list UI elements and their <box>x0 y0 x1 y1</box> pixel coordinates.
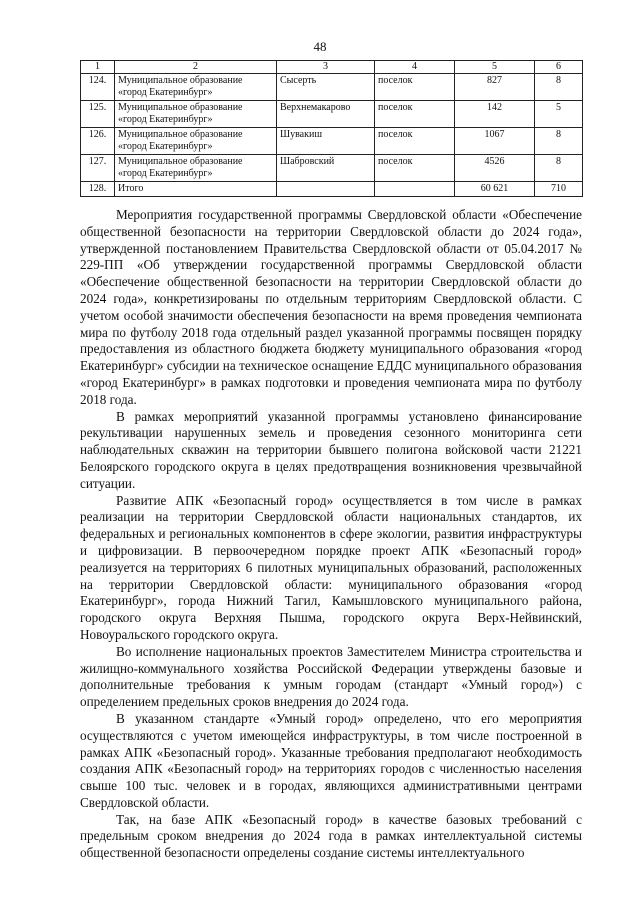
table-row <box>81 101 583 128</box>
total-value-cell: 710 <box>535 182 583 197</box>
type-cell: поселок <box>375 101 455 128</box>
value-cell: 8 <box>535 128 583 155</box>
type-cell <box>375 182 455 197</box>
municipality-cell: Муниципальное образование «город Екатеринбург» <box>115 128 277 155</box>
row-number: 126. <box>81 128 115 155</box>
settlement-cell <box>277 182 375 197</box>
paragraph: Развитие АПК «Безопасный город» осуществляется в том числе в рамках реализации на территории Свердловской области национальных стандартов, их федеральных и региональных компонентов в сфере экологии, развития инфраструктуры и цифровизации. В первоочередном порядке проект АПК «Безопасный город» реализуется на территориях 6 пилотных муниципальных образований, расположенных на территории Свердловской области: муниципального образования «город Екатеринбург», города Нижний Тагил, Камышловского муниципального района, городского округа Верхняя Пышма, городского округа Верх-Нейвинский, Новоуральского городского округа. <box>80 492 582 642</box>
row-number: 128. <box>81 182 115 197</box>
row-number: 124. <box>81 74 115 101</box>
column-header: 3 <box>277 61 375 74</box>
paragraph: В указанном стандарте «Умный город» определено, что его мероприятия осуществляются с учетом имеющейся инфраструктуры, в том числе построенной в рамках АПК «Безопасный город». Указанные требования предполагают необходимость создания АПК «Безопасный город» на территориях городов с численностью населения свыше 100 тыс. человек и в городах, являющихся административными центрами Свердловской области. <box>80 710 582 810</box>
table-row <box>81 155 583 182</box>
column-header: 6 <box>535 61 583 74</box>
settlement-cell: Шабровский <box>277 155 375 182</box>
value-cell: 827 <box>455 74 535 101</box>
paragraph: Мероприятия государственной программы Свердловской области «Обеспечение общественной безопасности на территории Свердловской области до 2024 года», утвержденной постановлением Правительства Свердловской области от 05.04.2017 № 229-ПП «Об утверждении государственной программы Свердловской области «Обеспечение общественной безопасности на территории Свердловской области до 2024 года», конкретизированы по отдельным территориям Свердловской области. С учетом особой значимости обеспечения безопасности на время проведения чемпионата мира по футболу 2018 года отдельный раздел указанной программы посвящен порядку предоставления из областного бюджета бюджету муниципального образования «город Екатеринбург» субсидии на техническое оснащение ЕДДС муниципального образования «город Екатеринбург» в рамках подготовки и проведения чемпионата мира по футболу 2018 года. <box>80 207 582 407</box>
settlement-cell: Шувакиш <box>277 128 375 155</box>
municipality-cell: Муниципальное образование «город Екатеринбург» <box>115 74 277 101</box>
type-cell: поселок <box>375 74 455 101</box>
value-cell: 8 <box>535 155 583 182</box>
municipality-cell: Муниципальное образование «город Екатеринбург» <box>115 155 277 182</box>
value-cell: 5 <box>535 101 583 128</box>
value-cell: 142 <box>455 101 535 128</box>
total-label-cell: Итого <box>115 182 277 197</box>
table-header-row <box>81 61 583 74</box>
table-row <box>81 74 583 101</box>
total-value-cell: 60 621 <box>455 182 535 197</box>
municipality-cell: Муниципальное образование «город Екатеринбург» <box>115 101 277 128</box>
row-number: 127. <box>81 155 115 182</box>
page-number: 48 <box>313 39 327 54</box>
paragraph: Так, на базе АПК «Безопасный город» в качестве базовых требований с предельным сроком внедрения до 2024 года в рамках интеллектуальной системы общественной безопасности определены создание системы интеллектуального <box>80 811 582 861</box>
column-header: 5 <box>455 61 535 74</box>
type-cell: поселок <box>375 128 455 155</box>
table-row <box>81 128 583 155</box>
settlement-cell: Сысерть <box>277 74 375 101</box>
paragraph: В рамках мероприятий указанной программы установлено финансирование рекультивации нарушенных земель и проведения сезонного мониторинга сети наблюдательных скважин на территории бывшего полигона войсковой части 21221 Белоярского городского округа в целях предотвращения возникновения чрезвычайной ситуации. <box>80 408 582 491</box>
column-header: 4 <box>375 61 455 74</box>
value-cell: 4526 <box>455 155 535 182</box>
data-table <box>80 60 583 197</box>
column-header: 2 <box>115 61 277 74</box>
table-total-row <box>81 182 583 197</box>
row-number: 125. <box>81 101 115 128</box>
paragraph: Во исполнение национальных проектов Заместителем Министра строительства и жилищно-коммунального хозяйства Российской Федерации утверждены базовые и дополнительные требования к умным городам (стандарт «Умный город») с определением предельных сроков внедрения до 2024 года. <box>80 643 582 710</box>
value-cell: 8 <box>535 74 583 101</box>
value-cell: 1067 <box>455 128 535 155</box>
column-header: 1 <box>81 61 115 74</box>
settlement-cell: Верхнемакарово <box>277 101 375 128</box>
body-text <box>80 207 582 862</box>
type-cell: поселок <box>375 155 455 182</box>
